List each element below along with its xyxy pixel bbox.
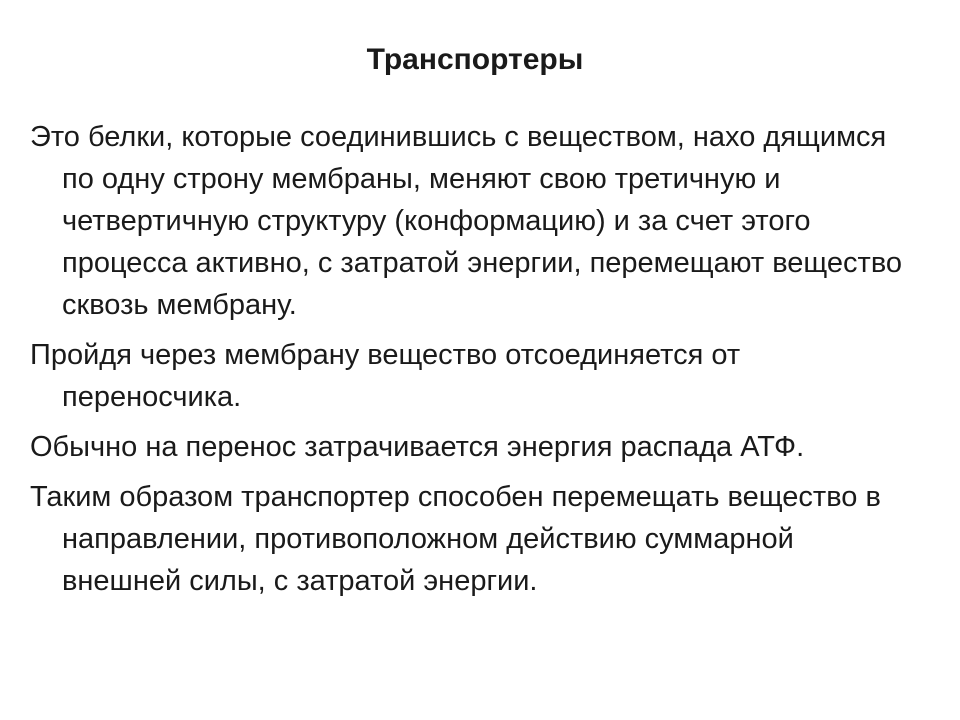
paragraph-energy-source: Обычно на перенос затрачивается энергия распада АТФ.	[30, 431, 805, 463]
slide-title: Транспортеры	[366, 43, 584, 76]
paragraph-detachment: Пройдя через мембрану вещество отсоединяется от переносчика.	[30, 339, 741, 413]
slide-body	[30, 116, 920, 602]
paragraph-conclusion: Таким образом транспортер способен перемещать вещество в направлении, противоположном действию суммарной внешней силы, с затратой энергии.	[30, 481, 881, 597]
paragraph-definition: Это белки, которые соединившись с веществом, нахо дящимся по одну строну мембраны, меняют свою третичную и четвертичную структуру (конформацию) и за счет этого процесса активно, с затратой энергии, перемещают вещество сквозь мембрану.	[30, 121, 903, 321]
